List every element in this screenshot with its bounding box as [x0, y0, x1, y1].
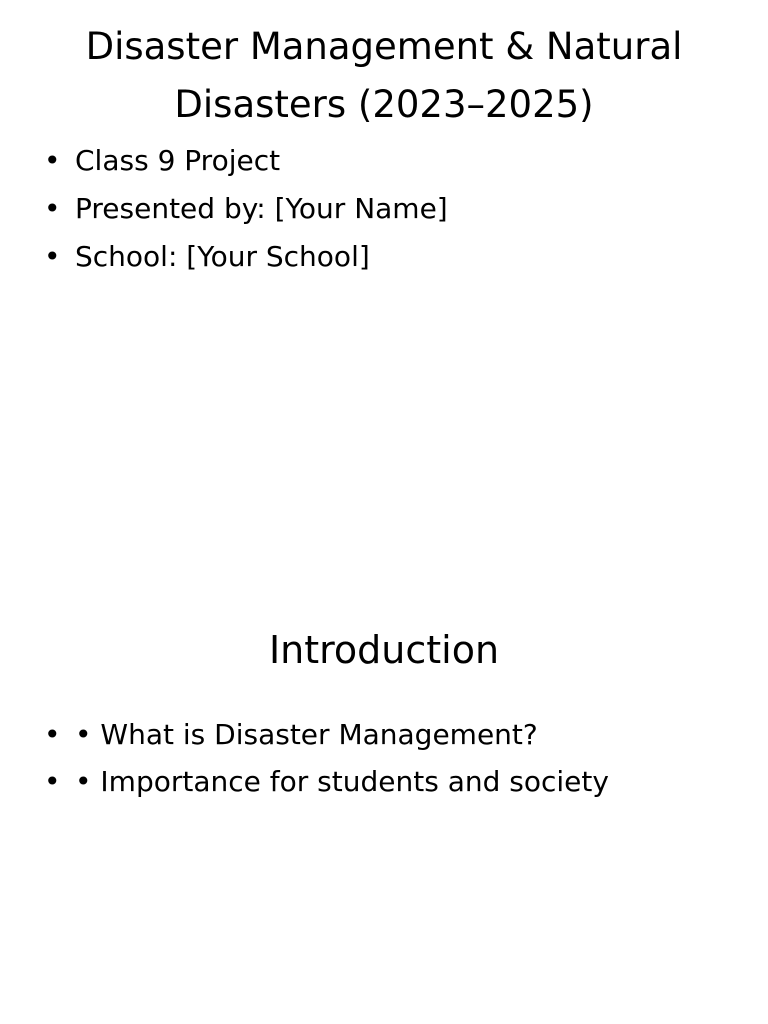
bullet-icon: •: [44, 765, 61, 798]
bullet-list: [44, 140, 448, 284]
list-item-text: Presented by: [Your Name]: [75, 192, 448, 225]
list-item: [44, 761, 609, 808]
list-item: [44, 714, 609, 761]
list-item-text: Class 9 Project: [75, 144, 281, 177]
list-item: [44, 188, 448, 236]
list-item: [44, 236, 448, 284]
slide-2: [0, 512, 768, 1024]
list-item-text: • Importance for students and society: [75, 765, 609, 798]
bullet-list: [44, 714, 609, 808]
bullet-icon: •: [44, 240, 61, 273]
bullet-icon: •: [44, 192, 61, 225]
list-item: [44, 140, 448, 188]
list-item-text: School: [Your School]: [75, 240, 370, 273]
slide-title: Introduction: [268, 628, 500, 672]
bullet-icon: •: [44, 718, 61, 751]
bullet-icon: •: [44, 144, 61, 177]
list-item-text: • What is Disaster Management?: [75, 718, 538, 751]
slide-title: Disaster Management & Natural Disasters (2023–2025): [85, 25, 683, 126]
